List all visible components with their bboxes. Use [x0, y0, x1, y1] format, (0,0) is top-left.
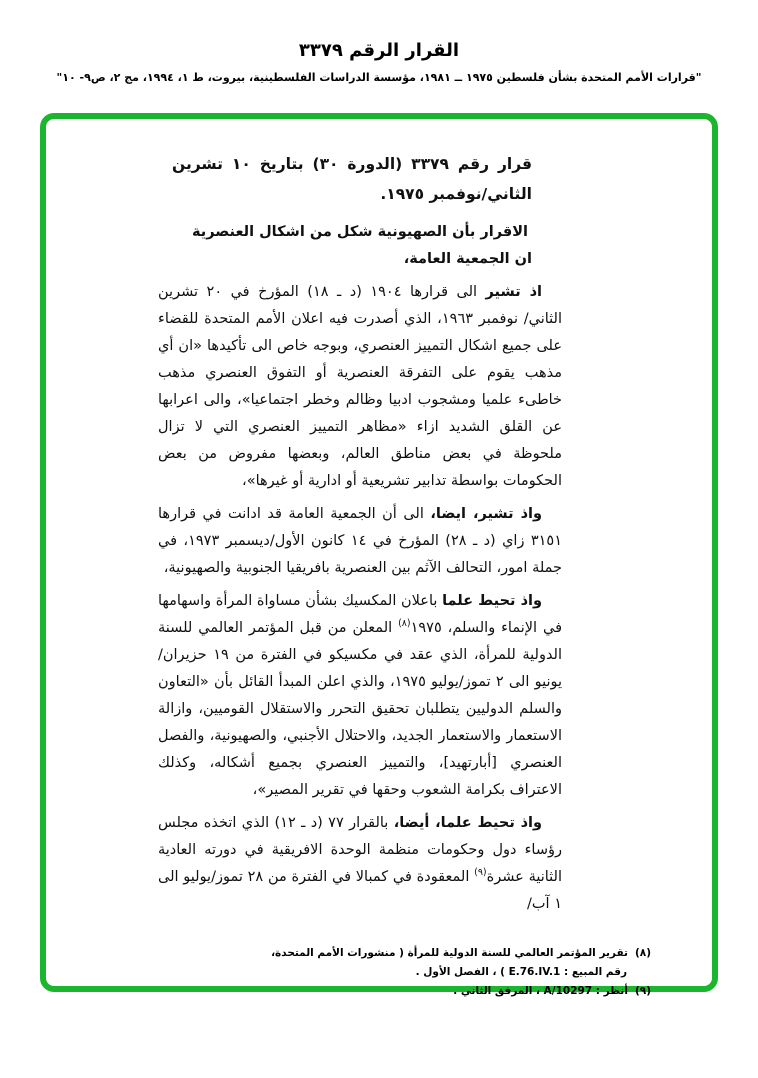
- footnote-text: أنظر : A/10297 ، المرفق الثاني .: [453, 985, 628, 997]
- paragraph-text: الى أن الجمعية العامة قد ادانت في قرارها ٣١٥١ زاي (د ـ ٢٨) المؤرخ في ١٤ كانون الأول/ديسمبر ١٩٧٣، في جملة امور، التحالف الآثم بين العنصرية بافريقيا الجنوبية والصهيونية،: [158, 506, 563, 576]
- resolution-subject: الاقرار بأن الصهيونية شكل من اشكال العنصرية: [191, 224, 528, 240]
- footnote-8: [270, 944, 651, 982]
- resolution-body: [158, 149, 562, 918]
- resolution-green-box: [40, 113, 718, 997]
- paragraph-text: المعلن من قبل المؤتمر العالمي للسنة الدولية للمرأة، الذي عقد في مكسيكو في الفترة من ١٩ حزيران/يونيو الى ٢ تموز/يوليو ١٩٧٥، والذي اعلن المبدأ القائل بأن «التعاون والسلم الدوليين يتطلبان تحقيق التحرر والاستقلال القوميين، وازالة الاستعمار والاستعمار الجديد، والاحتلال الأجنبي، والصهيونية، والفصل العنصري [أبارتهيد]، والتمييز العنصري بجميع أشكاله، وكذلك الاعتراف بكرامة الشعوب وحقها في تقرير المصير»،: [158, 620, 563, 798]
- footnote-9: [270, 982, 651, 1001]
- footnote-text: تقرير المؤتمر العالمي للسنة الدولية للمرأة ( منشورات الأمم المتحدة، رقم المبيع : E.76.IV.1 ) ، الفصل الأول .: [271, 947, 628, 978]
- footnote-reference-9: (٩): [474, 867, 487, 879]
- source-citation: "قرارات الأمم المتحدة بشأن فلسطين ١٩٧٥ ــ ١٩٨١، مؤسسة الدراسات الفلسطينية، بيروت، ط ١، ١٩٩٤، مج ٢، ص٩- ١٠": [56, 71, 702, 84]
- preamble-paragraph-4: [158, 810, 562, 918]
- paragraph-text: الى قرارها ١٩٠٤ (د ـ ١٨) المؤرخ في ٢٠ تشرين الثاني/ نوفمبر ١٩٦٣، الذي أصدرت فيه اعلان الأمم المتحدة للقضاء على جميع اشكال التمييز العنصري، وبوجه خاص الى تأكيدها «ان أي مذهب يقوم على التفرقة العنصرية أو التفوق العنصري مذهب خاطىء علميا ومشجوب ادبيا وظالم وخطر اجتماعيا»، والى اعرابها عن القلق الشديد ازاء «مظاهر التمييز العنصري التي لا تزال ملحوظة في بعض مناطق العالم، وبعضها مفروض من بعض الحكومات بواسطة تدابير تشريعية أو ادارية أو غيرها»،: [158, 284, 562, 489]
- footnote-marker: (٩): [634, 985, 651, 997]
- footnotes-section: [270, 944, 651, 1001]
- paragraph-text: بالقرار ٧٧ (د ـ ١٢) الذي اتخذه مجلس رؤساء دول وحكومات منظمة الوحدة الافريقية في دورته العادية الثانية عشرة: [158, 815, 562, 885]
- paragraph-lead: اذ تشير: [485, 284, 543, 300]
- paragraph-text: المعقودة في كمبالا في الفترة من ٢٨ تموز/يوليو الى ١ آب/: [158, 869, 562, 912]
- footnote-reference-8: (٨): [398, 618, 411, 630]
- resolution-heading: قرار رقم ٣٣٧٩ (الدورة ٣٠) بتاريخ ١٠ تشرين الثاني/نوفمبر ١٩٧٥.: [172, 155, 533, 203]
- footnote-marker: (٨): [634, 947, 651, 959]
- preamble-paragraph-3: [158, 588, 562, 804]
- preamble-paragraph-1: [158, 279, 562, 495]
- preamble-paragraph-2: [158, 501, 562, 582]
- paragraph-lead: واذ تحيط علما: [442, 593, 542, 609]
- page-header: [0, 40, 758, 84]
- preamble-intro: ان الجمعية العامة،: [403, 251, 532, 267]
- paragraph-lead: واذ تشير، ايضا،: [430, 506, 542, 522]
- paragraph-lead: واذ تحيط علما، أيضا،: [393, 815, 542, 831]
- page-title: القرار الرقم ٣٣٧٩: [298, 40, 460, 61]
- paragraph-text: باعلان المكسيك بشأن مساواة المرأة واسهامها في الإنماء والسلم، ١٩٧٥: [158, 593, 563, 636]
